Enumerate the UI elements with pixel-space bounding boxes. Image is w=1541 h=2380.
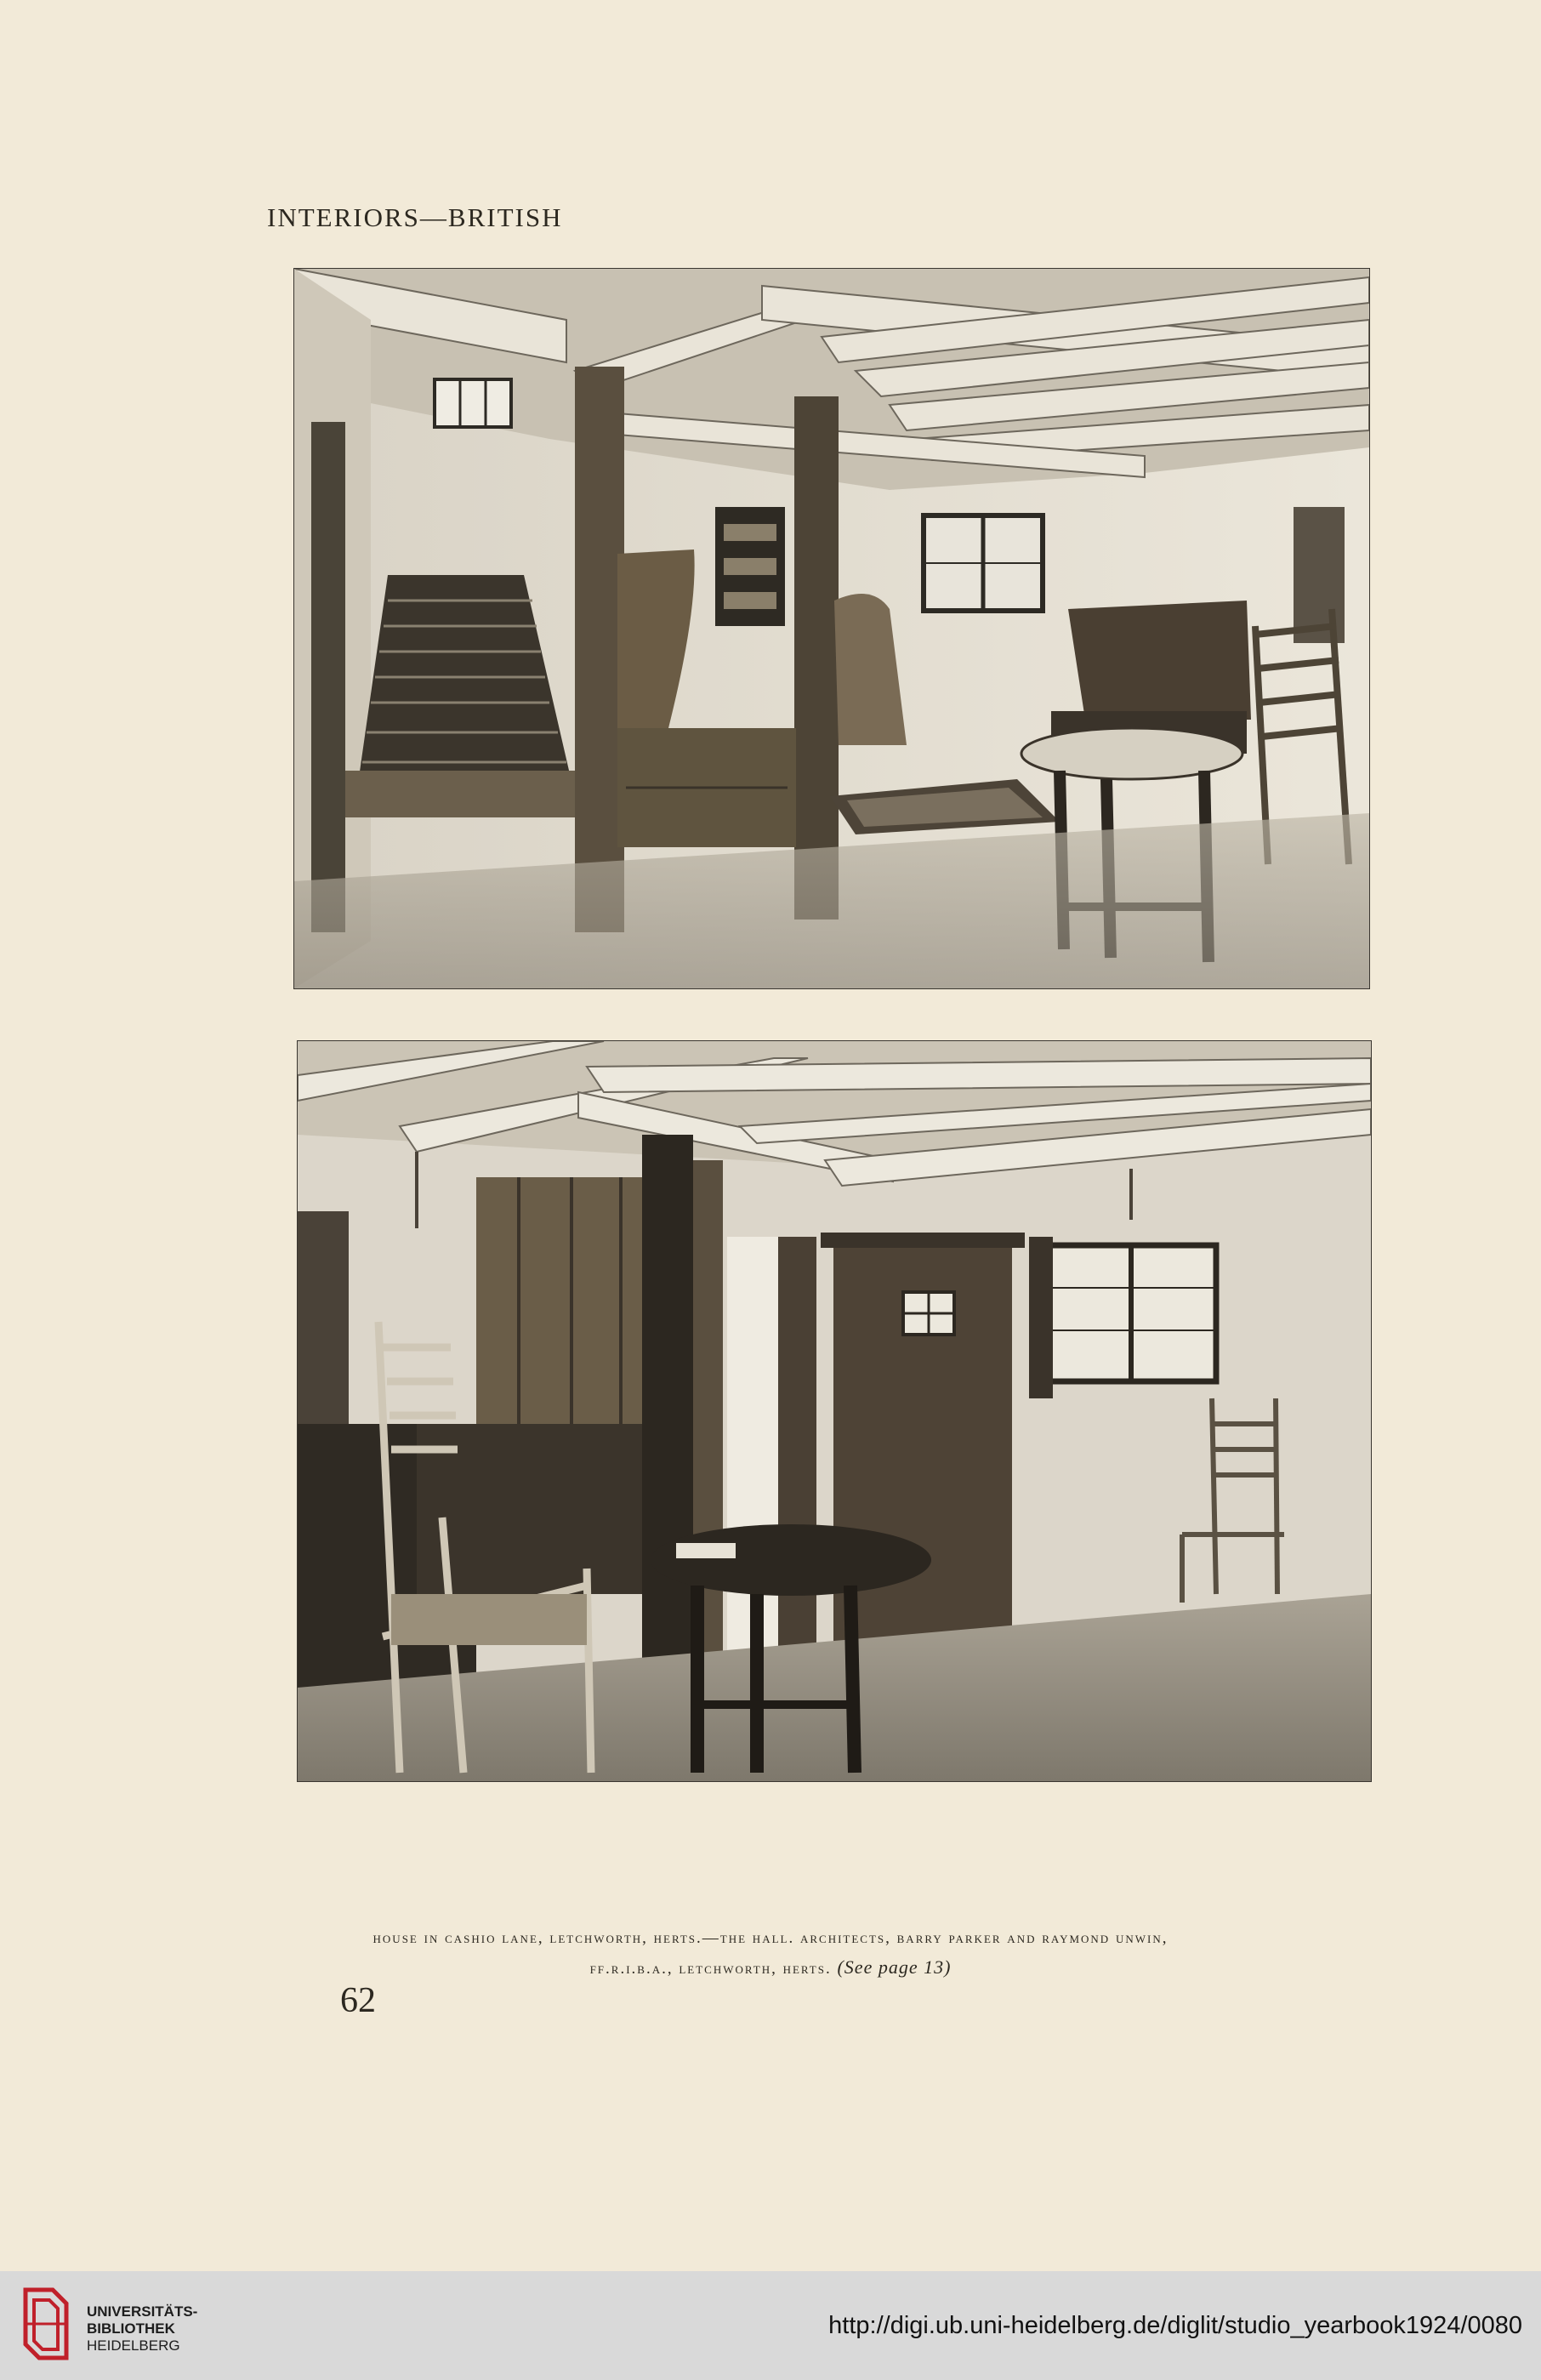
library-name[interactable] — [87, 2303, 197, 2354]
photograph-hall-staircase — [294, 269, 1369, 988]
library-name-line-3: HEIDELBERG — [87, 2337, 180, 2354]
ub-heidelberg-logo-icon[interactable] — [19, 2281, 73, 2368]
caption-line-2 — [170, 1953, 1371, 1984]
caption-line-1: house in cashio lane, letchworth, herts.—the hall. architects, barry parker and raymond unwin, — [372, 1929, 1169, 1947]
caption-page-reference: (See page 13) — [837, 1956, 952, 1978]
digitization-footer — [0, 2271, 1541, 2380]
photograph-hall-door — [298, 1041, 1371, 1781]
page-number: 62 — [340, 1981, 376, 2020]
plate-caption — [170, 1924, 1371, 1984]
source-url-link[interactable]: http://digi.ub.uni-heidelberg.de/diglit/studio_yearbook1924/0080 — [828, 2312, 1522, 2339]
caption-line-2-main: ff.r.i.b.a., letchworth, herts. — [589, 1960, 832, 1978]
library-name-line-1: UNIVERSITÄTS- — [87, 2303, 198, 2320]
running-head: INTERIORS—BRITISH — [267, 202, 563, 232]
library-name-line-2: BIBLIOTHEK — [87, 2320, 175, 2337]
